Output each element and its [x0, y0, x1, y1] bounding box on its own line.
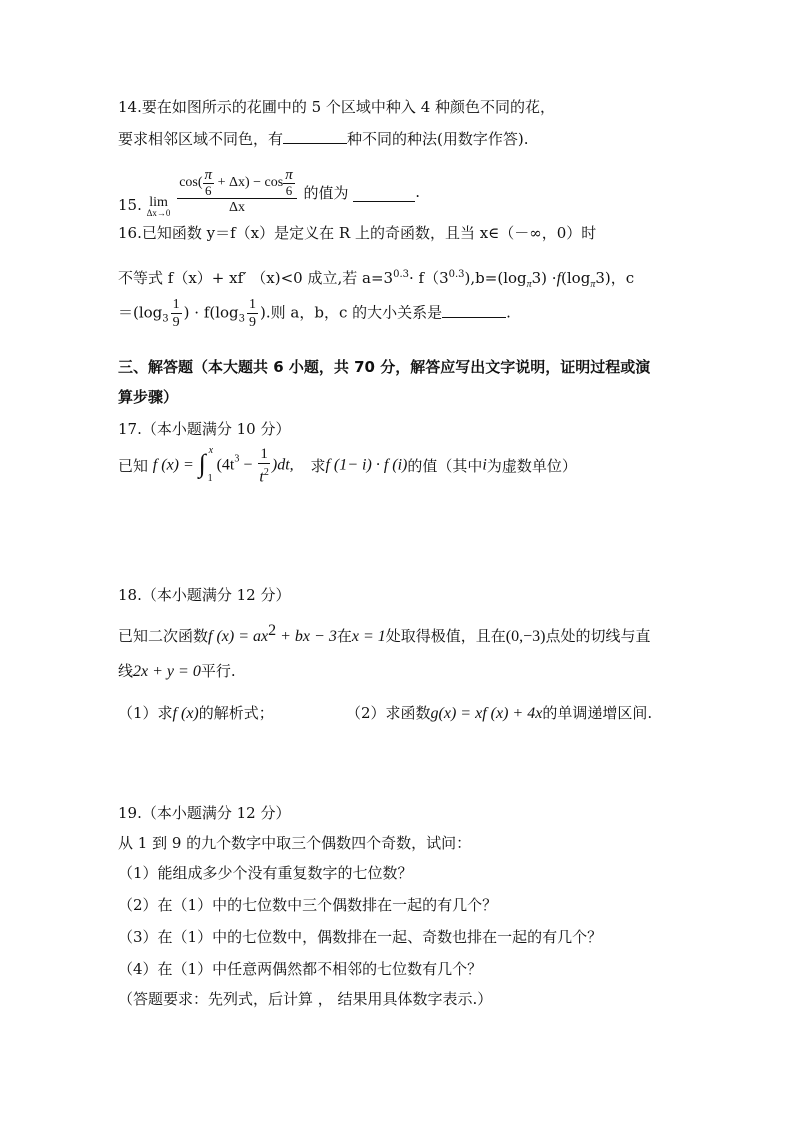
q16-line3: $=(\log_3$ $\frac{1}{9}$ ) · $f(\log_3$ $\frac{1}{9}$ ).则 a，b，c 的大小关系是 . — [118, 297, 511, 330]
q14-line2: 要求相邻区域不同色，有 种不同的种法(用数字作答). — [118, 130, 529, 148]
q18-part1: （1）求f (x)的解析式； — [118, 704, 274, 722]
answer-blank[interactable] — [283, 129, 347, 144]
q19-intro: 从 1 到 9 的九个数字中取三个偶数四个奇数，试问： — [118, 834, 472, 852]
q16-line2: 不等式 f（x）+ xf′ （x)<0 成立,若 $a=3^{0.3}\cdot f(3^{0.3}),b=(\log_\pi 3) \cdot f(\log_\pi 3)$，c — [118, 269, 635, 290]
section-heading: 三、解答题（本大题共 6 小题，共 70 分，解答应写出文字说明，证明过程或演 — [118, 358, 651, 376]
q18-line2: 线2x + y = 0平行. — [118, 662, 236, 680]
q15-limit-expression: 15. lim Δx→0 cos( $\frac{\pi}{6}$ + Δx) − cos $\frac{\pi}{6}$ Δx 的值为 . — [118, 167, 421, 218]
q18-header: 18.（本小题满分 12 分） — [118, 586, 291, 604]
integral-sign: ∫ x 1 — [198, 444, 214, 484]
q19-part2: （2）在（1）中的七位数中三个偶数排在一起的有几个？ — [118, 896, 498, 914]
q19-part3: （3）在（1）中的七位数中，偶数排在一起、奇数也排在一起的有几个？ — [118, 928, 603, 946]
answer-blank[interactable] — [442, 303, 506, 318]
q19-part1: （1）能组成多少个没有重复数字的七位数？ — [118, 864, 413, 882]
q19-part4: （4）在（1）中任意两偶然都不相邻的七位数有几个？ — [118, 960, 483, 978]
answer-blank[interactable] — [353, 187, 415, 202]
q14-line1: 14.要在如图所示的花圃中的 5 个区域中种入 4 种颜色不同的花， — [118, 98, 556, 116]
section-heading-cont: 算步骤） — [118, 388, 179, 406]
q16-line1: 16.已知函数 y＝f（x）是定义在 R 上的奇函数，且当 x∈（－∞，0）时 — [118, 224, 597, 242]
q18-part2: （2）求函数g(x) = xf (x) + 4x的单调递增区间. — [346, 704, 653, 722]
q19-header: 19.（本小题满分 12 分） — [118, 804, 291, 822]
q19-note: （答题要求：先列式，后计算 ， 结果用具体数字表示.） — [118, 990, 493, 1008]
q17-problem: 已知 f (x) = ∫ x 1 ($4t^3$ − $\frac{1}{t^2}$ )dt, 求f (1− i) · f (i)的值（其中i为虚数单位） — [118, 444, 577, 486]
lim-operator: lim Δx→0 — [146, 195, 171, 218]
q18-line1: 已知二次函数f $(x) = ax^2$ + bx − 3在x = 1处取得极值，且在(0,−3)点处的切线与直 — [118, 622, 651, 645]
q15-fraction: cos( $\frac{\pi}{6}$ + Δx) − cos $\frac{\pi}{6}$ Δx — [177, 168, 296, 216]
q17-header: 17.（本小题满分 10 分） — [118, 420, 291, 438]
